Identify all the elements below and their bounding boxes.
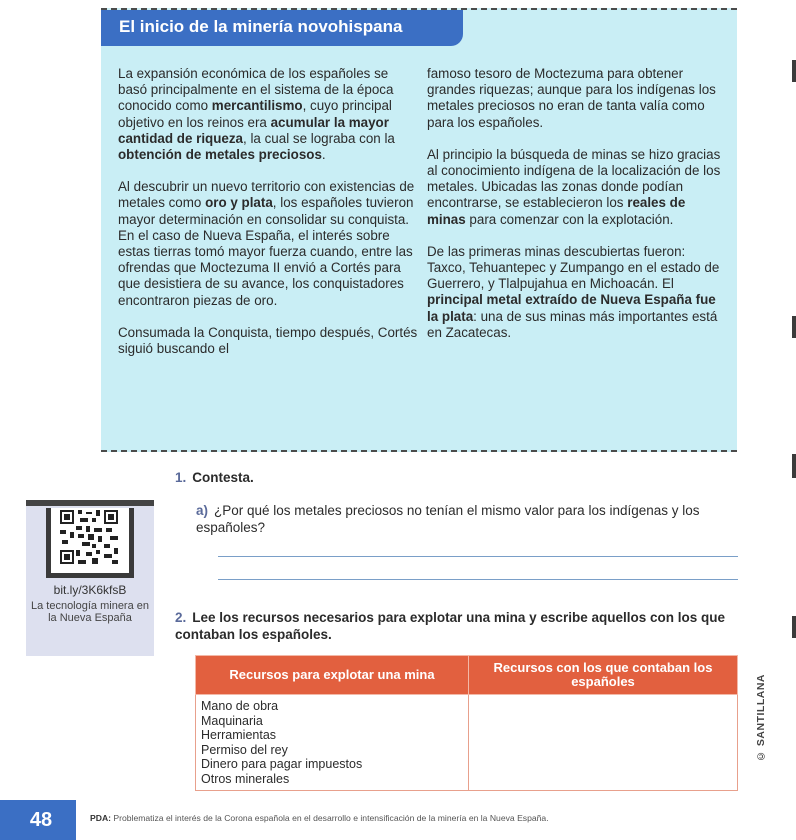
edge-marker bbox=[792, 616, 796, 638]
question-1 bbox=[175, 470, 254, 485]
reading-title: El inicio de la minería novohispana bbox=[101, 10, 463, 46]
table-header-resources: Recursos para explotar una mina bbox=[196, 656, 469, 695]
answer-line-2[interactable] bbox=[218, 579, 738, 580]
resource-item: Mano de obra bbox=[201, 699, 279, 713]
resource-item: Herramientas bbox=[201, 728, 277, 742]
question-letter: a) bbox=[196, 503, 209, 518]
reading-paragraph: Al principio la búsqueda de minas se hizo gracias al conocimiento indígena de la localización de los metales. Ubicadas las zonas donde podían encontrarse, se establecieron los reales de minas para comenzar con la explotación. bbox=[427, 146, 721, 227]
qr-link[interactable]: bit.ly/3K6kfsB bbox=[53, 583, 127, 597]
resource-item: Maquinaria bbox=[201, 713, 263, 728]
question-number: 1. bbox=[175, 470, 187, 485]
edge-marker bbox=[792, 454, 796, 478]
resources-table bbox=[195, 655, 738, 791]
pda-note: PDA: Problematiza el interés de la Corona española en el desarrollo e intensificación de la minería en la Nueva España. bbox=[90, 813, 549, 823]
page-number: 48 bbox=[0, 800, 76, 840]
question-1a bbox=[196, 502, 716, 536]
edge-marker bbox=[792, 60, 796, 82]
question-2 bbox=[175, 609, 745, 643]
reading-paragraph: Al descubrir un nuevo territorio con existencias de metales como oro y plata, los españoles tuvieron mayor determinación en consolidar su conquista. En el caso de Nueva España, el interés sobre estas tierras tomó mayor fuerza cuando, entre las ofrendas que Moctezuma II envió a Cortés para que desistiera de su avance, los conquistadores encontraron piezas de oro. bbox=[118, 179, 415, 308]
answer-cell[interactable] bbox=[469, 695, 738, 791]
table-header-spanish-resources: Recursos con los que contaban los españoles bbox=[469, 656, 738, 695]
answer-line-1[interactable] bbox=[218, 556, 738, 557]
resources-list-cell bbox=[196, 695, 469, 791]
qr-caption: La tecnología minera en la Nueva España bbox=[30, 600, 150, 624]
edge-marker bbox=[792, 316, 796, 338]
question-number: 2. bbox=[175, 610, 187, 625]
qr-code-icon[interactable] bbox=[58, 508, 120, 566]
qr-card-top-bar bbox=[26, 500, 154, 506]
resource-item: Permiso del rey bbox=[201, 742, 288, 757]
reading-paragraph: De las primeras minas descubiertas fueron: Taxco, Tehuantepec y Zumpango en el estado de Guerrero, y Tlalpujahua en Michoacán. El principal metal extraído de Nueva España fue la plata: una de sus minas más importantes está en Zacatecas. bbox=[427, 243, 720, 340]
resource-item: Dinero para pagar impuestos bbox=[201, 757, 363, 771]
reading-left-column bbox=[118, 66, 418, 373]
reading-paragraph: famoso tesoro de Moctezuma para obtener grandes riquezas; aunque para los indígenas los metales preciosos no eran de tanta valía como para los españoles. bbox=[427, 66, 716, 130]
reading-paragraph: Consumada la Conquista, tiempo después, Cortés siguió buscando el bbox=[118, 324, 418, 357]
question-text: ¿Por qué los metales preciosos no tenían el mismo valor para los indígenas y los españoles? bbox=[196, 503, 700, 535]
question-label: Contesta. bbox=[192, 470, 254, 485]
publisher-credit: © SANTILLANA bbox=[755, 674, 767, 762]
question-text: Lee los recursos necesarios para explotar una mina y escribe aquellos con los que contaban los españoles. bbox=[175, 610, 725, 642]
resource-item: Otros minerales bbox=[201, 771, 290, 786]
reading-right-column bbox=[427, 66, 727, 357]
reading-paragraph: La expansión económica de los españoles se basó principalmente en el sistema de la época conocido como mercantilismo, cuyo principal objetivo en los reinos era acumular la mayor cantidad de riqueza, la cual se lograba con la obtención de metales preciosos. bbox=[118, 66, 395, 163]
